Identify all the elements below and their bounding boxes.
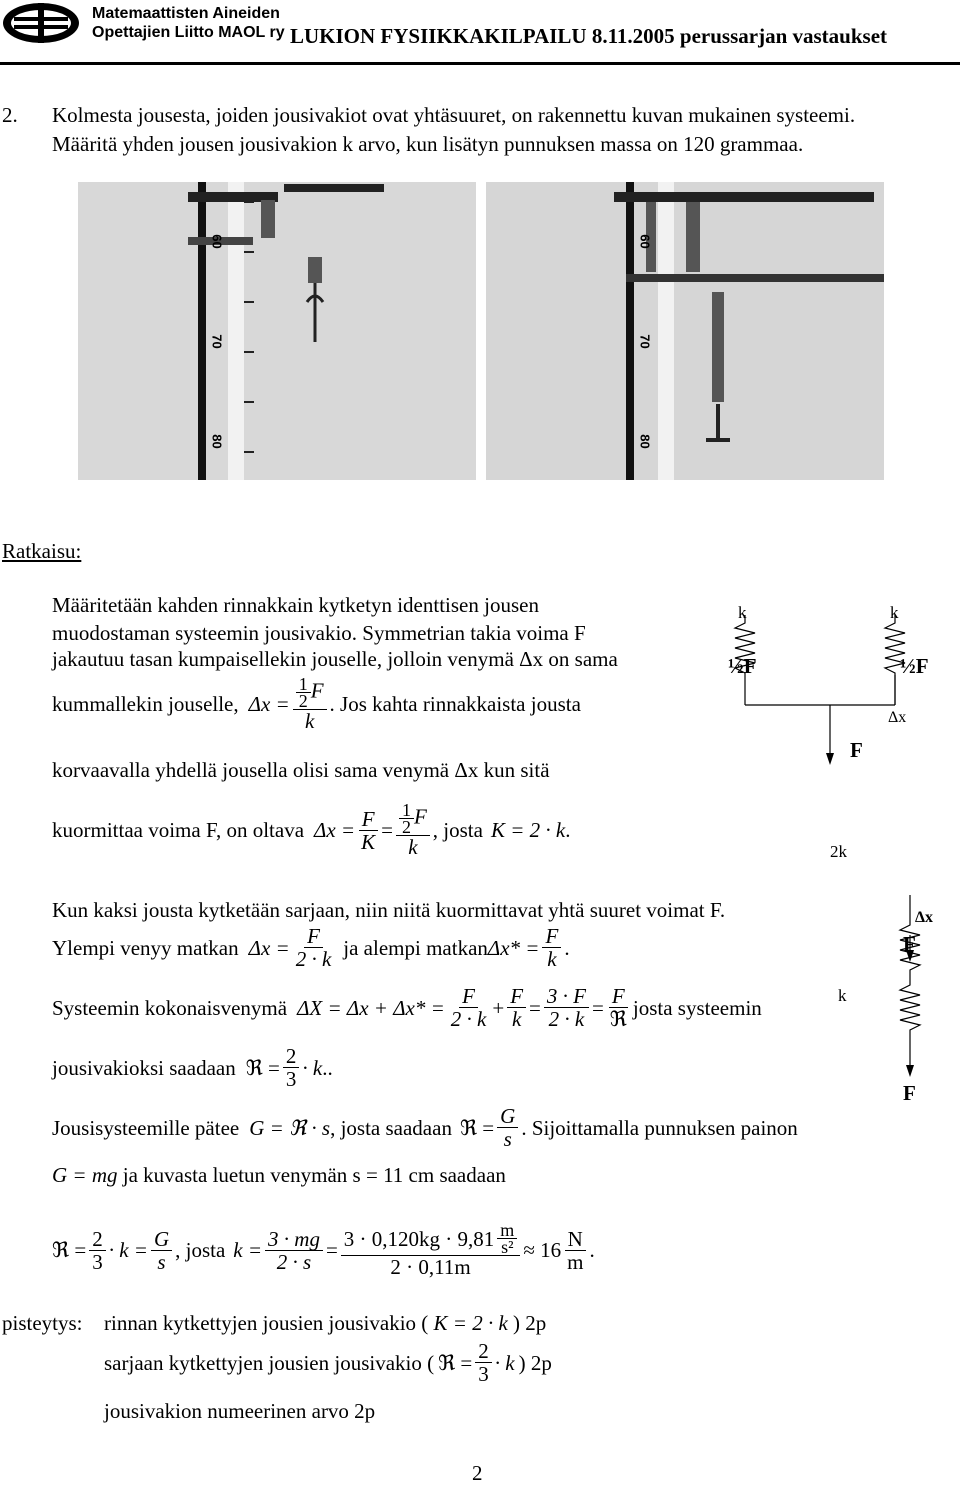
photo-left bbox=[78, 182, 476, 480]
solution-heading: Ratkaisu: bbox=[2, 539, 82, 563]
p1-line-6: kuormittaa voima F, on oltava Δx = $\frac{F}{K}$ = $\frac{1}{2}$ F k , josta K = 2 · k . bbox=[52, 800, 571, 859]
p2-line-5-text-c: . Sijoittamalla punnuksen painon bbox=[521, 1115, 798, 1140]
f-over-k: $\frac{F}{k}$ bbox=[542, 925, 561, 970]
page-title: LUKION FYSIIKKAKILPAILU 8.11.2005 perussarjan vastaukset bbox=[290, 24, 888, 48]
p2-line-3: Systeemin kokonaisvenymä ΔX = Δx + Δx* = $\frac{F}{2 \cdot k}$ + $\frac{F}{k}$ = $\frac{3 \cdot F}{2 \cdot k}$ = $\frac{F}{\text{ℜ}}$ josta systeemin bbox=[52, 984, 762, 1031]
p2-line-6-text: ja kuvasta luetun venymän bbox=[122, 1163, 348, 1187]
half-f-numerator: $\frac{1}{2}$ F bbox=[293, 676, 327, 710]
p1-line-6-text: kuormittaa voima F, on oltava bbox=[52, 818, 305, 842]
delta-x-eq-2: Δx = bbox=[314, 818, 356, 842]
p2-line-5-text: Jousisysteemille pätee bbox=[52, 1115, 240, 1140]
maol-logo bbox=[0, 0, 82, 46]
half-f-over-k-2: $\frac{1}{2}$ F k bbox=[396, 802, 430, 858]
p2-line-4: jousivakioksi saadaan ℜ = $\frac{2}{3}$ · k .. bbox=[52, 1044, 333, 1091]
photo-left-tick-80: 80 bbox=[209, 434, 225, 449]
f-over-K: $\frac{F}{K}$ bbox=[358, 808, 378, 853]
numeric-denominator: 2 · 0,11m bbox=[390, 1255, 471, 1279]
p1-line-3: jakautuu tasan kumpaisellekin jouselle, jolloin venymä Δx on sama bbox=[52, 647, 618, 671]
org-line-1: Matemaattisten Aineiden bbox=[92, 5, 280, 22]
p2-line-7: ℜ = $\frac{2}{3}$ · k = $\frac{G}{s}$ , josta k = $\frac{3 \cdot mg}{2 \cdot s}$ = 3 · 0,120kg · 9,81 $\frac{m}{\text{s²}}$ 2 · 0,11m ≈ 16 $\frac{N}{m}$ . bbox=[52, 1220, 595, 1279]
p2-line-6-text-b: s = 11 cm saadaan bbox=[352, 1163, 506, 1187]
scoring-item-1-points: ) 2p bbox=[513, 1311, 547, 1335]
p1-line-4-text-b: . Jos kahta rinnakkaista jousta bbox=[329, 692, 581, 716]
scoring-item-3: jousivakion numeerinen arvo 2p bbox=[104, 1399, 376, 1423]
photo-left-tick-60: 60 bbox=[209, 234, 225, 249]
equals-sign: = bbox=[381, 818, 393, 842]
diagram-f-parallel: F bbox=[850, 738, 863, 762]
diagram-dx-series: Δx bbox=[915, 909, 934, 926]
diagram-dx-parallel: Δx bbox=[888, 709, 907, 726]
diagram-f-series-top: F bbox=[903, 932, 916, 956]
p2-line-6: G = mg ja kuvasta luetun venymän s = 11 cm saadaan bbox=[52, 1163, 506, 1187]
numeric-unit-top: m bbox=[497, 1222, 517, 1239]
p1-line-6-text-b: , josta bbox=[432, 818, 483, 842]
f-over-2k: $\frac{F}{2 \cdot k}$ bbox=[295, 924, 332, 971]
p1-line-2: muodostaman systeemin jousivakio. Symmetrian takia voima F bbox=[52, 621, 586, 645]
p1-line-4 bbox=[52, 676, 581, 732]
p2-line-7-text: , josta bbox=[175, 1238, 226, 1262]
p2-line-3-text-b: josta systeemin bbox=[632, 995, 762, 1020]
result-unit-bottom: m bbox=[567, 1249, 584, 1274]
p1-line-5: korvaavalla yhdellä jousella olisi sama venymä Δx kun sitä bbox=[52, 758, 550, 782]
photo-right-tick-70: 70 bbox=[637, 334, 653, 349]
numeric-result: ≈ 16 bbox=[523, 1238, 562, 1262]
p1-line-4-text: kummallekin jouselle, bbox=[52, 692, 239, 716]
delta-x-eq: Δx = bbox=[248, 692, 290, 716]
header-rule bbox=[0, 62, 960, 65]
half-f-denominator: k bbox=[304, 709, 315, 733]
problem-number: 2. bbox=[2, 103, 18, 127]
diagram-2k: 2k bbox=[830, 842, 847, 861]
org-line-2: Opettajien Liitto MAOL ry bbox=[92, 24, 285, 41]
spring-diagram bbox=[700, 595, 960, 1115]
scoring-item-2-points: ) 2p bbox=[518, 1350, 552, 1375]
problem-line-2: Määritä yhden jousen jousivakion k arvo, kun lisätyn punnuksen massa on 120 grammaa. bbox=[52, 132, 804, 156]
p2-line-5: Jousisysteemille pätee G = ℜ · s , josta saadaan ℜ = $\frac{G}{s}$ . Sijoittamalla punnuksen painon bbox=[52, 1104, 798, 1151]
photo-left-illustration bbox=[78, 182, 476, 480]
org-name bbox=[92, 4, 285, 42]
numeric-unit-bottom: s² bbox=[501, 1237, 514, 1257]
diagram-k-series: k bbox=[838, 986, 847, 1005]
p2-line-1: Kun kaksi jousta kytketään sarjaan, niin niitä kuormittavat yhtä suuret voimat F. bbox=[52, 898, 726, 922]
page-number: 2 bbox=[472, 1461, 483, 1485]
p2-line-3-text: Systeemin kokonaisvenymä bbox=[52, 995, 288, 1020]
p2-line-2-text: Ylempi venyy matkan bbox=[52, 935, 239, 960]
result-unit-top: N bbox=[565, 1228, 586, 1251]
photo-right-tick-80: 80 bbox=[637, 434, 653, 449]
numeric-fraction bbox=[341, 1222, 521, 1278]
p1-line-1: Määritetään kahden rinnakkain kytketyn identtisen jousen bbox=[52, 593, 539, 617]
photo-right bbox=[486, 182, 884, 480]
half-f-over-k bbox=[293, 676, 327, 732]
scoring-item-2-text: sarjaan kytkettyjen jousien jousivakio ( bbox=[104, 1350, 435, 1375]
numeric-numerator: 3 · 0,120kg · 9,81 bbox=[343, 1226, 495, 1251]
p2-line-2-text-b: ja alempi matkan bbox=[343, 935, 488, 960]
scoring-item-2: sarjaan kytkettyjen jousien jousivakio ( ℜ = $\frac{2}{3}$ · k ) 2p bbox=[104, 1339, 552, 1386]
photo-right-illustration bbox=[486, 182, 884, 480]
diagram-f-series: F bbox=[903, 1081, 916, 1105]
p2-line-4-text: jousivakioksi saadaan bbox=[52, 1055, 236, 1080]
p2-line-5-text-b: , josta saadaan bbox=[330, 1115, 452, 1140]
diagram-k-right: k bbox=[890, 603, 899, 622]
problem-line-1: Kolmesta jousesta, joiden jousivakiot ovat yhtäsuuret, on rakennettu kuvan mukainen systeemi. bbox=[52, 103, 856, 127]
scoring-item-1-text: rinnan kytkettyjen jousien jousivakio ( bbox=[104, 1311, 429, 1335]
K-equals-2k: K = 2 · k bbox=[490, 818, 566, 842]
diagram-k-left: k bbox=[738, 603, 747, 622]
diagram-half-f-left: ½F bbox=[728, 654, 757, 678]
diagram-half-f-right: ½F bbox=[900, 654, 929, 678]
photo-right-tick-60: 60 bbox=[637, 234, 653, 249]
maol-logo-icon bbox=[0, 0, 82, 46]
scoring-item-1: rinnan kytkettyjen jousien jousivakio ( K = 2 · k ) 2p bbox=[104, 1311, 547, 1335]
p2-line-2: Ylempi venyy matkan Δx = $\frac{F}{2 \cdot k}$ ja alempi matkan Δx* = $\frac{F}{k}$ . bbox=[52, 924, 570, 971]
photo-left-tick-70: 70 bbox=[209, 334, 225, 349]
scoring-label: pisteytys: bbox=[2, 1311, 83, 1335]
